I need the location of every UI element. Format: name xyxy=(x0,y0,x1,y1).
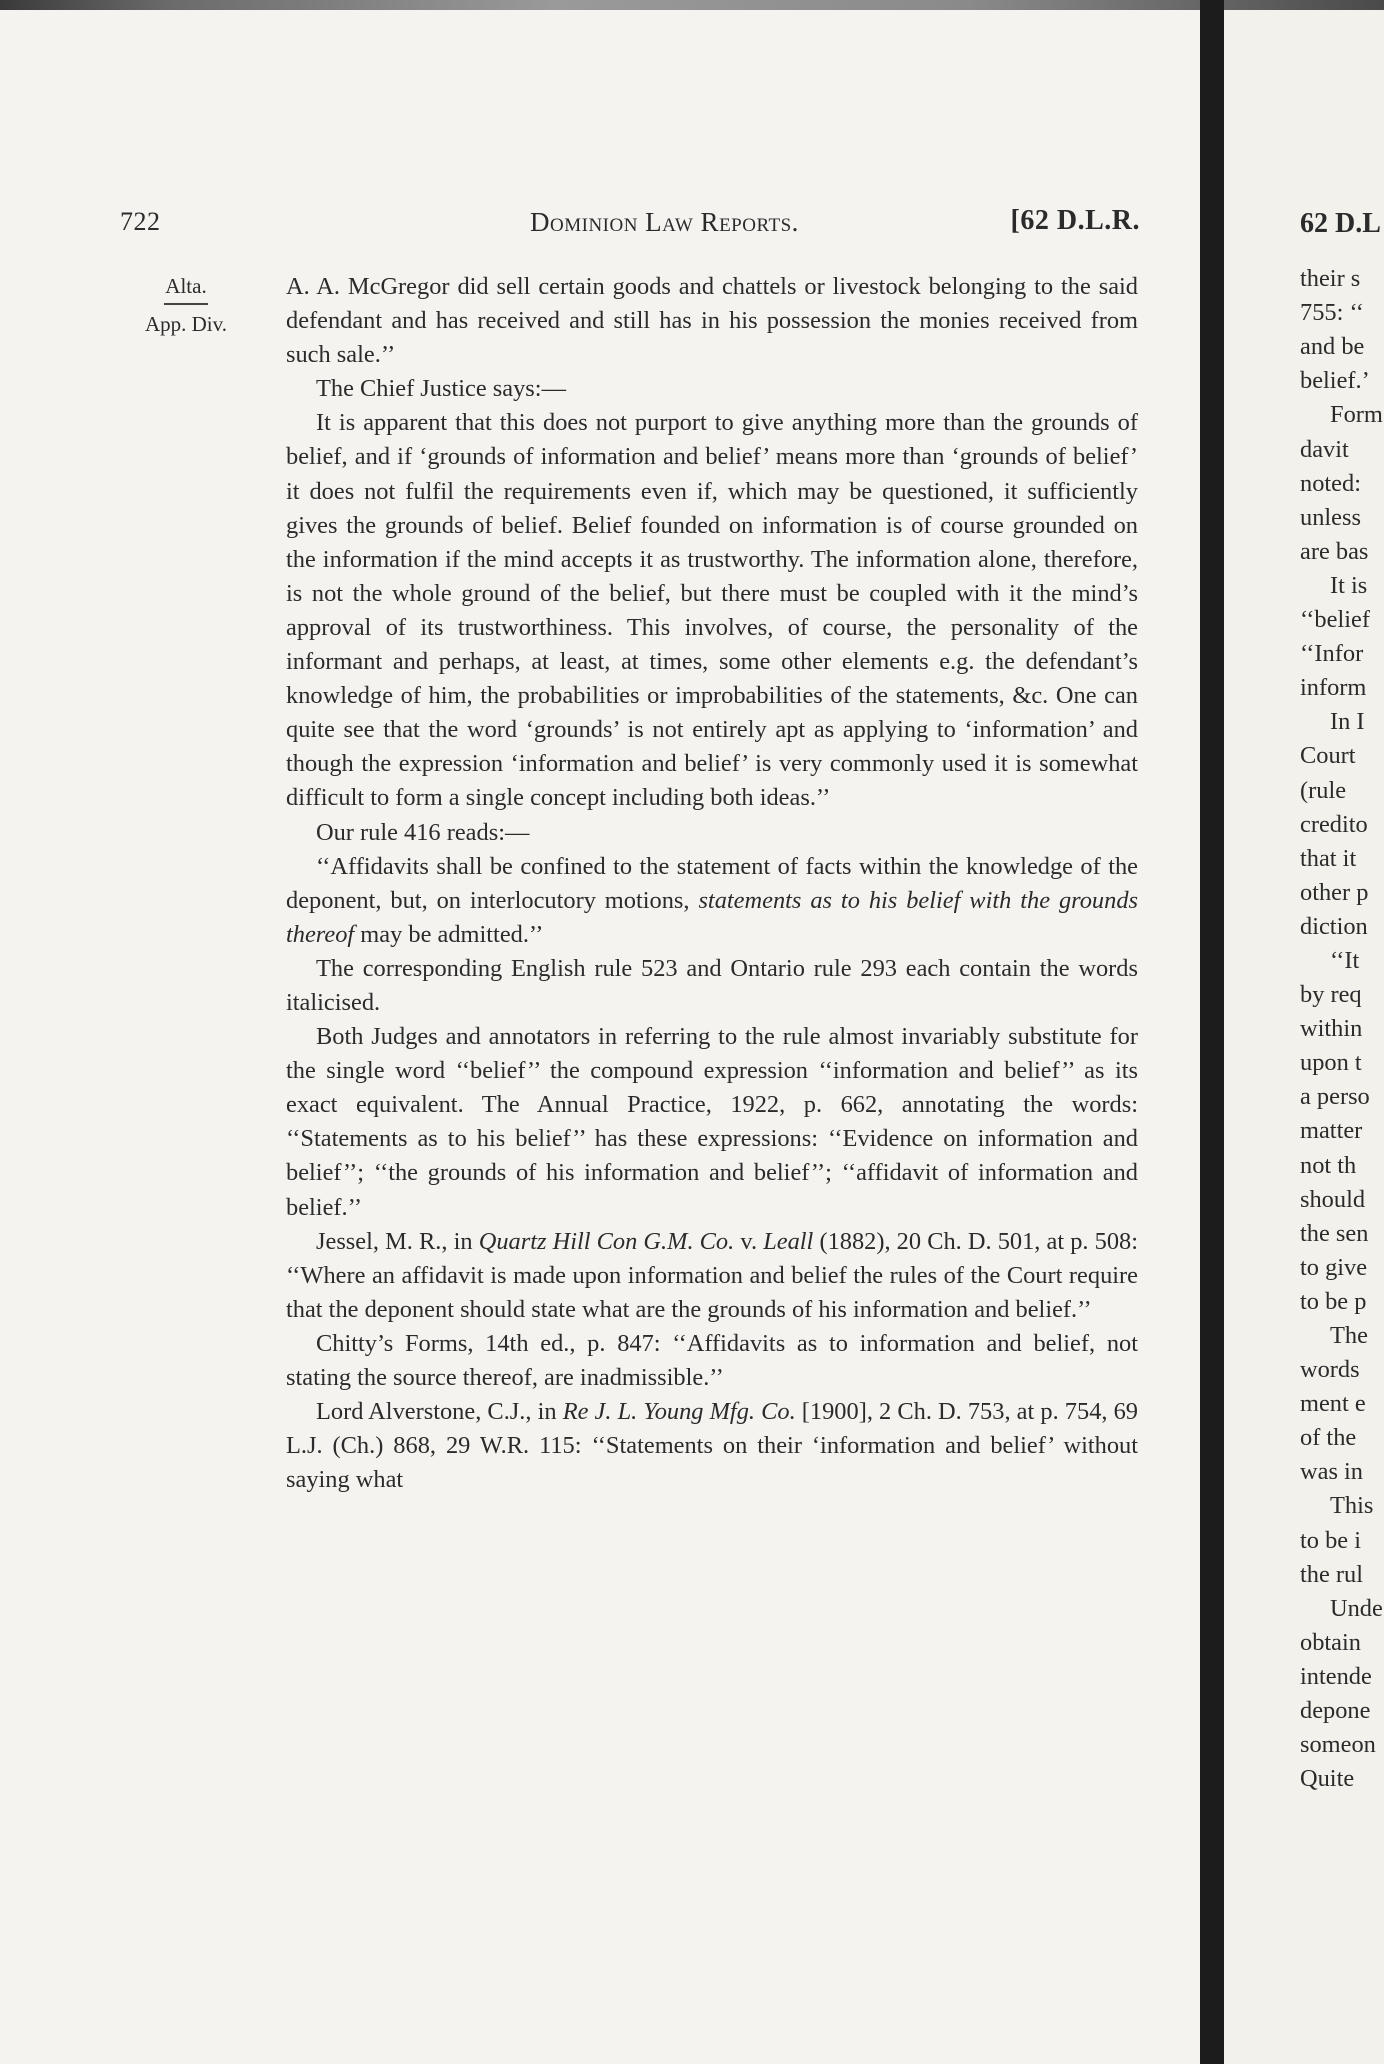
text-run: A. A. McGregor did sell certain goods and chattels or livestock belonging to the said defendant and has received and still has in his possession the monies received from such sale.’’ xyxy=(286,273,1138,369)
facing-line: davit xyxy=(1300,435,1349,463)
facing-line: 755: ‘‘ xyxy=(1300,299,1364,327)
italic-run: statements as to his belief with the grounds thereof xyxy=(286,886,1139,948)
text-run: The Chief Justice says:— xyxy=(316,375,566,403)
margin-court: App. Div. xyxy=(144,312,228,337)
facing-line: a perso xyxy=(1300,1083,1370,1111)
margin-province: Alta. xyxy=(165,274,207,298)
facing-line: It is xyxy=(1330,571,1368,599)
facing-line: someon xyxy=(1300,1731,1376,1759)
facing-line: words xyxy=(1300,1356,1360,1384)
facing-line: intende xyxy=(1300,1662,1372,1690)
paragraph xyxy=(286,850,1138,952)
facing-line: their s xyxy=(1300,265,1361,293)
facing-page-text xyxy=(1300,207,1384,1796)
facing-line: noted: xyxy=(1300,469,1361,497)
italic-run: Quartz Hill Con G.M. Co. xyxy=(478,1227,735,1255)
text-run: Both Judges and annotators in referring to the rule almost invariably substitute for the single word ‘‘belief’’ the compound expression ‘‘information and belief’’ as its exact equivalent. The Annual Practice, 1922, p. 662, annotating the words: ‘‘Statements as to his belief’’ has these expressions: ‘‘Evidence on information and belief’’; ‘‘the grounds of his information and belief’’; ‘‘affidavit of information and belief.’’ xyxy=(286,1023,1138,1221)
facing-line: Quite xyxy=(1300,1765,1355,1793)
facing-line: (rule xyxy=(1300,776,1347,804)
facing-line: depone xyxy=(1300,1697,1371,1725)
facing-line: In I xyxy=(1330,708,1365,736)
facing-line: ‘‘Infor xyxy=(1300,640,1364,668)
facing-line: by req xyxy=(1300,981,1362,1009)
paragraph xyxy=(286,1225,1138,1327)
facing-line: unless xyxy=(1300,503,1361,531)
facing-line: obtain xyxy=(1300,1628,1361,1656)
text-run: The corresponding English rule 523 and Ontario rule 293 each contain the words italicised. xyxy=(286,954,1138,1016)
paragraph xyxy=(286,952,1138,1020)
facing-line: The xyxy=(1330,1322,1368,1349)
facing-line: to be p xyxy=(1300,1287,1367,1315)
facing-line: upon t xyxy=(1300,1049,1362,1077)
facing-line: inform xyxy=(1300,674,1367,702)
facing-line: should xyxy=(1300,1185,1366,1213)
book-gutter xyxy=(1200,0,1224,2064)
volume-reference: [62 D.L.R. xyxy=(1010,205,1140,236)
margin-rule xyxy=(164,303,208,305)
facing-line: ‘‘belief xyxy=(1300,606,1370,634)
italic-run: Re J. L. Young Mfg. Co. xyxy=(562,1398,796,1426)
facing-line: and be xyxy=(1300,333,1365,361)
facing-line: to give xyxy=(1300,1253,1368,1281)
facing-line: Court xyxy=(1300,742,1356,770)
text-run: Lord Alverstone, C.J., in xyxy=(316,1398,563,1426)
facing-line: to be i xyxy=(1300,1526,1361,1554)
italic-run: Leall xyxy=(763,1227,814,1255)
facing-line: was in xyxy=(1300,1458,1364,1486)
journal-title: Dominion Law Reports. xyxy=(530,207,799,237)
text-run: [1900], 2 Ch. D. 753, at p. 754, 69 L.J. (Ch.) 868, 29 W.R. 115: ‘‘Statements on their ‘information and belief’ without saying what xyxy=(286,1398,1138,1494)
facing-line: Form xyxy=(1330,401,1383,429)
facing-line: belief.’ xyxy=(1300,367,1370,395)
text-run: v. xyxy=(734,1227,764,1255)
facing-line: of the xyxy=(1300,1424,1357,1452)
text-run: Chitty’s Forms, 14th ed., p. 847: ‘‘Affidavits as to information and belief, not stating the source thereof, are inadmissible.’’ xyxy=(286,1329,1138,1391)
facing-line: credito xyxy=(1300,810,1368,838)
facing-running-head: 62 D.L xyxy=(1300,208,1381,239)
running-head xyxy=(120,207,1140,247)
facing-line: matter xyxy=(1300,1117,1363,1145)
paragraph xyxy=(286,1395,1138,1497)
text-run: (1882), 20 Ch. D. 501, at p. 508: ‘‘Where an affidavit is made upon information and belief the rules of the Court require that the deponent should state what are the grounds of his information and belief.’’ xyxy=(286,1227,1138,1323)
facing-line: the sen xyxy=(1300,1219,1369,1247)
text-run: It is apparent that this does not purport to give anything more than the grounds of belief, and if ‘grounds of information and belief’ means more than ‘grounds of belief’ it does not fulfil the requirements even if, which may be questioned, it sufficiently gives the grounds of belief. Belief founded on information is of course grounded on the information if the mind accepts it as trustworthy. The information alone, therefore, is not the whole ground of the belief, but there must be coupled with it the mind’s approval of its trustworthiness. This involves, of course, the personality of the informant and perhaps, at least, at times, some other elements e.g. the defendant’s knowledge of him, the probabilities or improbabilities of the statements, &c. One can quite see that the word ‘grounds’ is not entirely apt as applying to ‘information’ and though the expression ‘information and belief’ is very commonly used it is somewhat difficult to form a single concept including both ideas.’’ xyxy=(286,409,1138,812)
body-text xyxy=(286,270,1138,1497)
facing-line: ment e xyxy=(1300,1390,1366,1418)
paragraph xyxy=(286,372,1138,406)
paragraph xyxy=(286,270,1138,372)
facing-line: that it xyxy=(1300,844,1357,872)
facing-line: within xyxy=(1300,1015,1363,1043)
facing-line: are bas xyxy=(1300,537,1369,565)
page-number: 722 xyxy=(120,207,161,236)
paragraph xyxy=(286,1327,1138,1395)
facing-line: This xyxy=(1330,1492,1374,1520)
paragraph xyxy=(286,1020,1138,1225)
paragraph xyxy=(286,816,1138,850)
text-run: Jessel, M. R., in xyxy=(316,1227,479,1255)
facing-line: other p xyxy=(1300,878,1369,906)
facing-line: not th xyxy=(1300,1151,1357,1179)
text-run: may be admitted.’’ xyxy=(354,920,544,948)
text-run: Our rule 416 reads:— xyxy=(316,818,530,846)
margin-note xyxy=(136,273,236,338)
facing-line: Unde xyxy=(1330,1594,1383,1622)
facing-line: ‘‘It xyxy=(1330,946,1360,974)
facing-line: the rul xyxy=(1300,1560,1363,1588)
paragraph xyxy=(286,406,1138,815)
facing-line: diction xyxy=(1300,912,1368,940)
text-run: ‘‘Affidavits shall be confined to the statement of facts within the knowledge of the deponent, but, on interlocutory motions, xyxy=(286,852,1138,914)
